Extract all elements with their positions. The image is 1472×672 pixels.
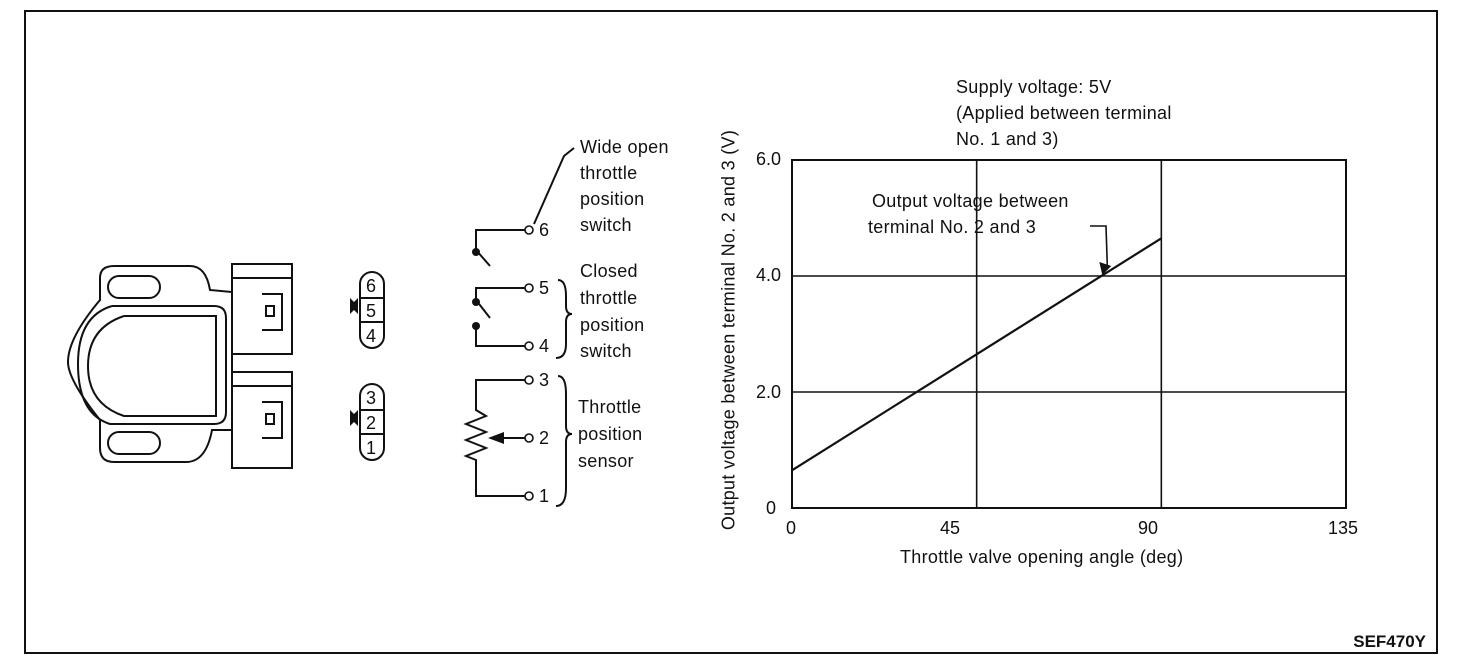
y-tick-label: 6.0 [756,149,782,169]
y-tick-label: 0 [766,498,777,518]
label-line: switch [580,215,632,235]
y-axis-label: Output voltage between terminal No. 2 and 3 (V) [718,129,739,531]
chart-title-line: Supply voltage: 5V [956,77,1112,97]
pin-label-4: 4 [366,326,377,346]
annotation-leader [1090,226,1107,266]
terminal-3: 3 [539,370,550,390]
terminal-2: 2 [539,428,550,448]
pin-label-5: 5 [366,301,377,321]
pin-label-6: 6 [366,276,377,296]
y-tick-label: 4.0 [756,265,782,285]
label-line: position [578,424,643,444]
y-tick-label: 2.0 [756,382,782,402]
chart-title-line: (Applied between terminal [956,103,1172,123]
terminal-5: 5 [539,278,550,298]
label-line: switch [580,341,632,361]
terminal-1: 1 [539,486,550,506]
label-line: Throttle [578,397,642,417]
label-line: throttle [580,288,638,308]
figure-code: SEF470Y [1353,632,1426,651]
chart-annotation [1090,226,1111,275]
x-tick-label: 0 [786,518,797,538]
label-line: Wide open [580,137,669,157]
label-line: position [580,189,645,209]
annotation-line: Output voltage between [872,191,1069,211]
x-tick-label: 45 [940,518,961,538]
x-axis-label: Throttle valve opening angle (deg) [900,547,1184,567]
label-line: throttle [580,163,638,183]
x-tick-label: 90 [1138,518,1159,538]
terminal-6: 6 [539,220,550,240]
chart-title-line: No. 1 and 3) [956,129,1059,149]
label-line: sensor [578,451,634,471]
circuit-wiring [466,148,574,506]
sensor-housing [68,266,232,462]
pin-label-1: 1 [366,438,377,458]
annotation-line: terminal No. 2 and 3 [868,217,1037,237]
label-line: position [580,315,645,335]
x-tick-label: 135 [1328,518,1359,538]
label-line: Closed [580,261,638,281]
pin-label-3: 3 [366,388,377,408]
connector-housings [232,264,292,468]
pin-label-2: 2 [366,413,377,433]
terminal-4: 4 [539,336,550,356]
terminal-circles [525,226,533,500]
